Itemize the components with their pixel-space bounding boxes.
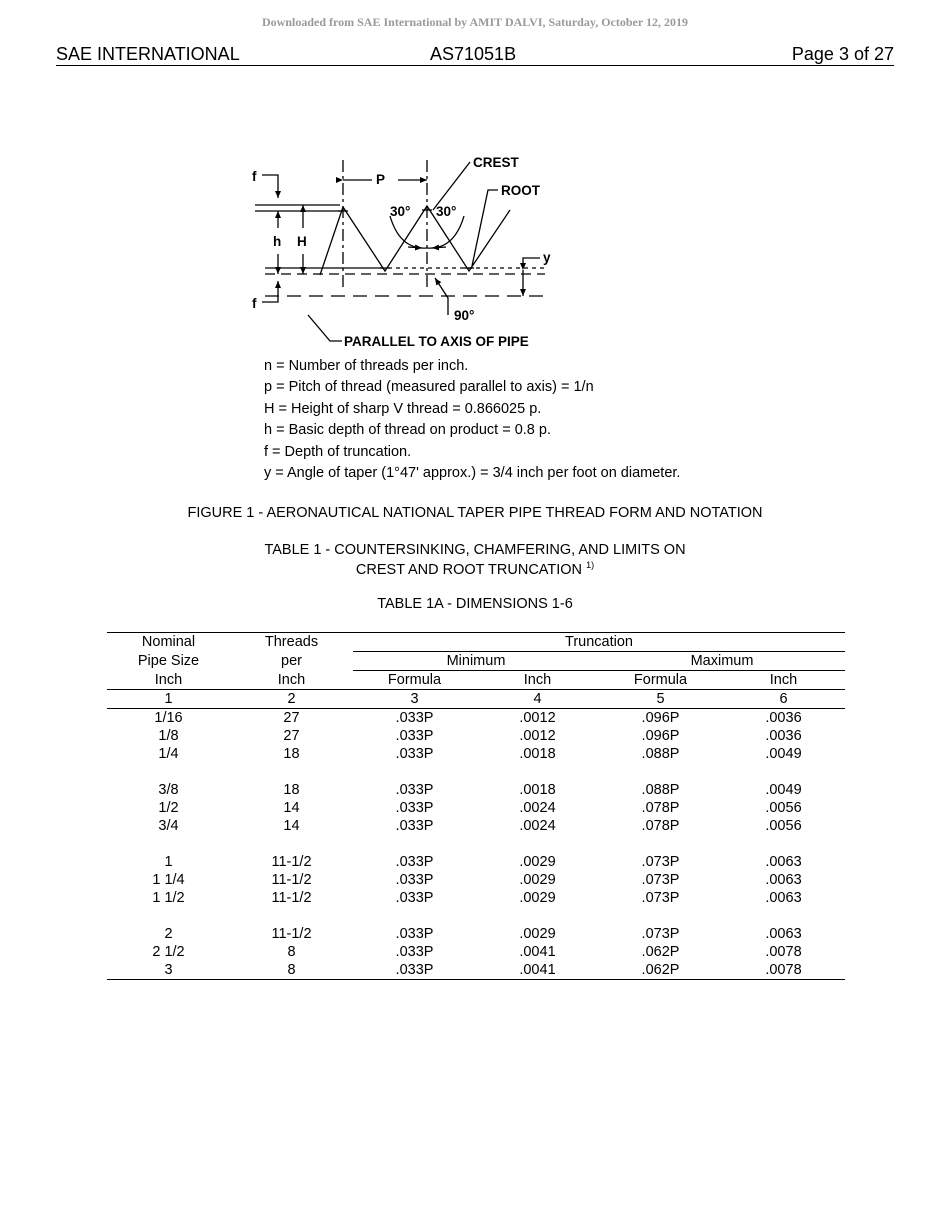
table-footnote-ref: 1) bbox=[586, 560, 595, 570]
table-cell: .062P bbox=[641, 944, 680, 960]
page-header bbox=[56, 43, 894, 66]
table-subtitle: TABLE 1A - DIMENSIONS 1-6 bbox=[377, 596, 573, 612]
table-cell: .033P bbox=[353, 961, 476, 980]
table-cell: .0056 bbox=[765, 800, 802, 816]
table-cell: .073P bbox=[641, 926, 680, 942]
angle-label-1: 30° bbox=[390, 204, 411, 219]
table-cell: .0012 bbox=[519, 710, 556, 726]
crest-label: CREST bbox=[473, 155, 519, 170]
table-cell: .0036 bbox=[765, 710, 802, 726]
table-row bbox=[107, 943, 845, 961]
header-nominal-2: Pipe Size bbox=[137, 653, 200, 669]
thread-profile bbox=[320, 206, 510, 275]
table-cell: .088P bbox=[641, 782, 680, 798]
legend-line: n = Number of threads per inch. bbox=[264, 358, 469, 374]
table-cell: .0063 bbox=[765, 854, 802, 870]
legend-line: h = Basic depth of thread on product = 0.8 p. bbox=[264, 422, 551, 439]
table-cell: .0018 bbox=[519, 746, 556, 762]
ninety-label: 90° bbox=[454, 308, 475, 323]
table-cell: 18 bbox=[283, 782, 300, 798]
angle-arc-right bbox=[427, 216, 464, 248]
table-cell: .0036 bbox=[765, 728, 802, 744]
table-cell: .033P bbox=[395, 944, 434, 960]
table-cell: 1/16 bbox=[154, 710, 183, 726]
table-cell: 11-1/2 bbox=[271, 872, 312, 888]
legend-line: p = Pitch of thread (measured parallel to axis) = 1/n bbox=[264, 379, 594, 396]
table-title-line2-text: CREST AND ROOT TRUNCATION bbox=[355, 562, 583, 578]
table-cell: .0029 bbox=[519, 854, 556, 870]
table-row bbox=[107, 835, 845, 871]
table-cell: .033P bbox=[395, 818, 434, 834]
header-formula-min: Formula bbox=[353, 671, 476, 690]
header-nominal-3: Inch bbox=[107, 671, 230, 690]
f-top-label: f bbox=[252, 169, 257, 184]
table-cell: 1 bbox=[164, 854, 173, 870]
table-cell: 2 1/2 bbox=[152, 944, 185, 960]
table-cell: .078P bbox=[641, 818, 680, 834]
table-cell: .0056 bbox=[765, 818, 802, 834]
table-cell: .033P bbox=[395, 746, 434, 762]
table-cell: .096P bbox=[641, 710, 680, 726]
y-leader bbox=[523, 258, 540, 268]
header-org: SAE INTERNATIONAL bbox=[56, 44, 240, 64]
figure-caption: FIGURE 1 - AERONAUTICAL NATIONAL TAPER PIPE THREAD FORM AND NOTATION bbox=[187, 505, 763, 521]
table-cell: .0029 bbox=[519, 890, 556, 906]
table-cell: .0024 bbox=[519, 800, 556, 816]
table-row bbox=[107, 709, 845, 728]
crest-leader bbox=[433, 162, 470, 210]
table-cell: 3/4 bbox=[158, 818, 179, 834]
f-bottom-leader bbox=[262, 281, 278, 302]
table-cell: .0012 bbox=[519, 728, 556, 744]
table-cell: 3/8 bbox=[158, 782, 179, 798]
table-cell: .073P bbox=[641, 872, 680, 888]
root-leader bbox=[472, 190, 498, 266]
truncation-table bbox=[107, 632, 845, 980]
table-cell: 27 bbox=[283, 710, 300, 726]
thread-form-diagram bbox=[240, 150, 560, 355]
angle-label-2: 30° bbox=[436, 204, 457, 219]
angle-arrow-left bbox=[408, 247, 422, 248]
table-cell: .0018 bbox=[519, 782, 556, 798]
table-title-line2 bbox=[0, 560, 950, 578]
table-cell: .0063 bbox=[765, 890, 802, 906]
table-cell: 14 bbox=[283, 800, 300, 816]
table-cell: .033P bbox=[395, 710, 434, 726]
table-cell: .033P bbox=[395, 854, 434, 870]
header-inch-min: Inch bbox=[476, 671, 599, 690]
table-cell: 8 bbox=[230, 961, 353, 980]
table-cell: .0029 bbox=[519, 872, 556, 888]
pitch-label: P bbox=[376, 172, 386, 187]
header-formula-max: Formula bbox=[599, 671, 722, 690]
table-cell: 1 1/2 bbox=[152, 890, 185, 906]
header-threads-2: per bbox=[281, 653, 302, 669]
table-cell: 1/8 bbox=[158, 728, 179, 744]
table-cell: 27 bbox=[283, 728, 300, 744]
header-maximum: Maximum bbox=[599, 652, 845, 671]
table-cell: .062P bbox=[599, 961, 722, 980]
table-cell: 1 1/4 bbox=[152, 872, 185, 888]
header-minimum: Minimum bbox=[353, 652, 599, 671]
table-cell: .073P bbox=[641, 854, 680, 870]
table-cell: .033P bbox=[395, 890, 434, 906]
table-cell: .0063 bbox=[765, 926, 802, 942]
column-number: 4 bbox=[476, 690, 599, 709]
table-cell: .0029 bbox=[519, 926, 556, 942]
table-cell: .0063 bbox=[765, 872, 802, 888]
header-nominal-1: Nominal bbox=[107, 633, 230, 652]
table-cell: .0078 bbox=[765, 944, 802, 960]
y-label: y bbox=[543, 250, 551, 265]
header-truncation: Truncation bbox=[353, 633, 845, 652]
table-cell: 11-1/2 bbox=[271, 890, 312, 906]
table-row bbox=[107, 799, 845, 817]
table-row bbox=[107, 745, 845, 763]
axis-label: PARALLEL TO AXIS OF PIPE bbox=[344, 334, 529, 349]
table-cell: 11-1/2 bbox=[271, 926, 312, 942]
H-label: H bbox=[297, 234, 307, 249]
table-row bbox=[107, 889, 845, 907]
header-threads-1: Threads bbox=[230, 633, 353, 652]
table-row bbox=[107, 763, 845, 799]
table-cell: .0041 bbox=[519, 944, 556, 960]
header-doc-number: AS71051B bbox=[430, 44, 517, 64]
column-number: 6 bbox=[722, 690, 845, 709]
table-row bbox=[107, 907, 845, 943]
legend-line: f = Depth of truncation. bbox=[264, 443, 412, 460]
table-cell: 3 bbox=[107, 961, 230, 980]
table-row bbox=[107, 817, 845, 835]
table-cell: .0078 bbox=[722, 961, 845, 980]
table-cell: .033P bbox=[395, 926, 434, 942]
table-cell: .073P bbox=[641, 890, 680, 906]
table-cell: 8 bbox=[287, 944, 296, 960]
angle-arrow-right bbox=[432, 247, 446, 248]
angle-arc-left bbox=[390, 216, 427, 248]
f-top-leader bbox=[262, 175, 278, 198]
header-threads-3: Inch bbox=[230, 671, 353, 690]
table-cell: .033P bbox=[395, 800, 434, 816]
table-cell: .0041 bbox=[476, 961, 599, 980]
header-inch-max: Inch bbox=[722, 671, 845, 690]
column-number: 3 bbox=[353, 690, 476, 709]
table-row bbox=[107, 871, 845, 889]
table-cell: .0049 bbox=[765, 782, 802, 798]
table-title-line1: TABLE 1 - COUNTERSINKING, CHAMFERING, AND LIMITS ON bbox=[264, 542, 686, 558]
table-cell: .0049 bbox=[765, 746, 802, 762]
download-watermark: Downloaded from SAE International by AMIT DALVI, Saturday, October 12, 2019 bbox=[262, 15, 688, 29]
table-cell: .0024 bbox=[519, 818, 556, 834]
f-bottom-label: f bbox=[252, 296, 257, 311]
table-cell: .078P bbox=[641, 800, 680, 816]
table-cell: 1/2 bbox=[158, 800, 179, 816]
table-cell: 11-1/2 bbox=[271, 854, 312, 870]
legend-line: y = Angle of taper (1°47' approx.) = 3/4 inch per foot on diameter. bbox=[264, 465, 681, 482]
notation-legend bbox=[264, 356, 680, 484]
table-cell: .096P bbox=[641, 728, 680, 744]
table-cell: .033P bbox=[395, 728, 434, 744]
table-cell: .033P bbox=[395, 872, 434, 888]
table-cell: 14 bbox=[283, 818, 300, 834]
legend-line: H = Height of sharp V thread = 0.866025 p. bbox=[264, 400, 542, 417]
column-number: 1 bbox=[107, 690, 230, 709]
table-cell: .033P bbox=[395, 782, 434, 798]
header-page-number: Page 3 of 27 bbox=[791, 44, 894, 64]
column-number: 2 bbox=[230, 690, 353, 709]
root-label: ROOT bbox=[501, 183, 540, 198]
h-label: h bbox=[273, 234, 282, 249]
table-body bbox=[107, 709, 845, 980]
table-cell: 18 bbox=[283, 746, 300, 762]
table-cell: 1/4 bbox=[158, 746, 179, 762]
table-cell: .088P bbox=[641, 746, 680, 762]
column-number: 5 bbox=[599, 690, 722, 709]
table-cell: 2 bbox=[164, 926, 173, 942]
table-row bbox=[107, 961, 845, 980]
axis-leader bbox=[308, 315, 342, 341]
table-row bbox=[107, 727, 845, 745]
